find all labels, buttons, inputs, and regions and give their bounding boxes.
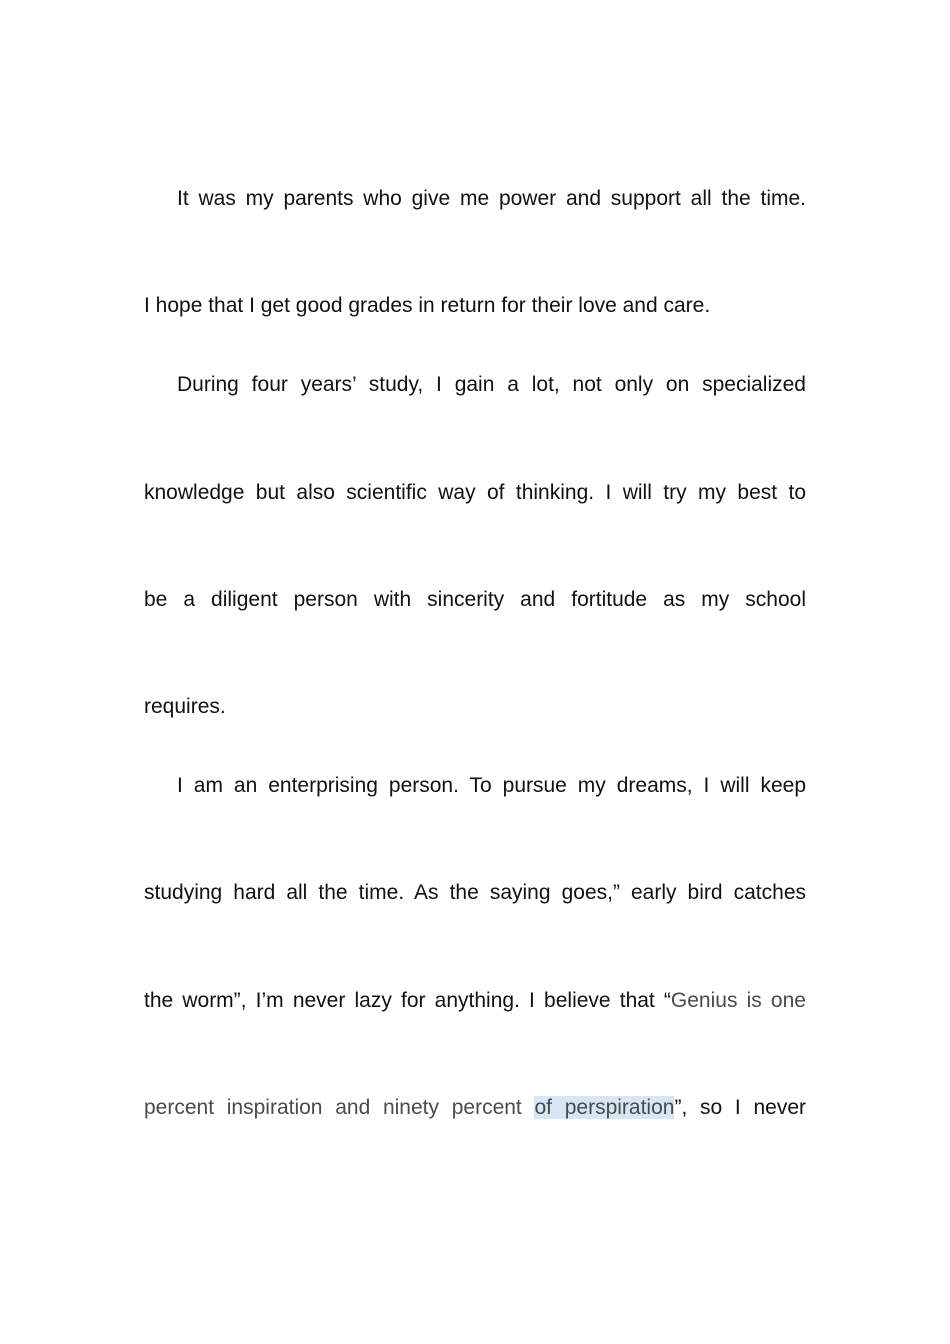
line-text: knowledge but also scientific way of thinking. I will try my best to [144,481,806,504]
paragraph-3-line-1 [177,772,806,800]
paragraph-2-line-2 [144,479,806,507]
paragraph-2-line-4 [144,693,806,721]
line-text: ”, so I never [674,1096,806,1119]
line-text: I am an enterprising person. To pursue my dreams, I will keep [177,774,806,797]
line-text: studying hard all the time. As the saying goes,” early bird catches [144,881,806,904]
quote-text: Genius is one [670,989,806,1012]
quote-text: percent inspiration and ninety percent [144,1096,535,1119]
line-text: the worm”, I’m never lazy for anything. I believe that “ [144,989,671,1012]
paragraph-3-line-4 [144,1094,806,1122]
paragraph-3-line-3 [144,987,806,1015]
line-text: During four years’ study, I gain a lot, not only on specialized [177,373,806,396]
paragraph-3-line-2 [144,879,806,907]
line-text: be a diligent person with sincerity and fortitude as my school [144,588,806,611]
paragraph-1-line-1 [177,185,806,213]
paragraph-2-line-1 [177,371,806,399]
line-text: I hope that I get good grades in return for their love and care. [144,294,711,317]
line-text: requires. [144,695,226,718]
line-text: It was my parents who give me power and support all the time. [177,187,806,210]
paragraph-2-line-3 [144,586,806,614]
paragraph-1-line-2 [144,292,806,320]
selected-text[interactable]: of perspiration [534,1096,675,1119]
